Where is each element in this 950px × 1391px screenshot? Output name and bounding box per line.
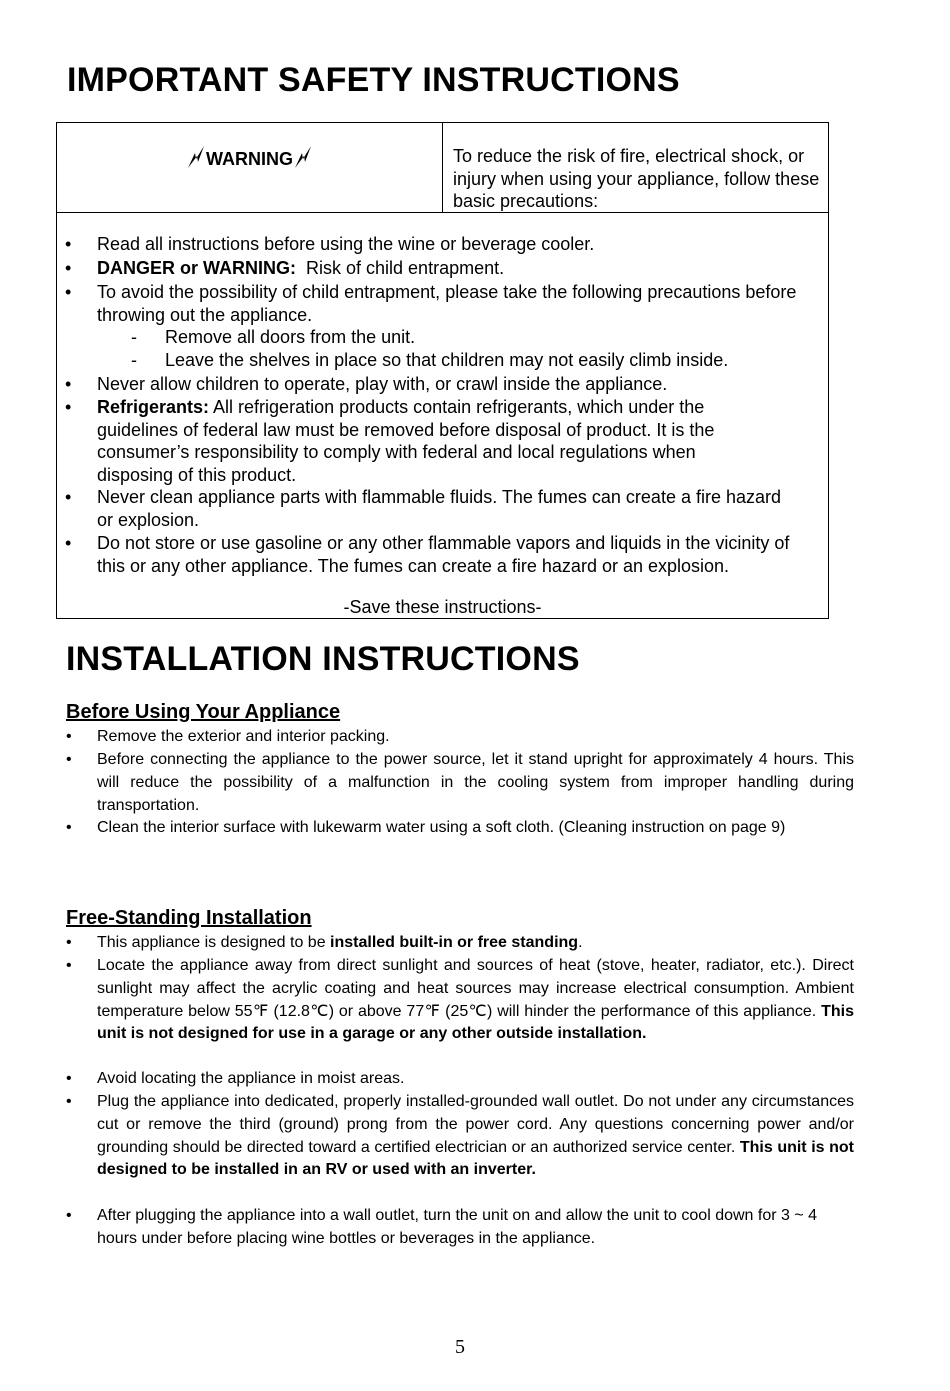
bullet-icon: • bbox=[65, 487, 72, 507]
bullet-icon: • bbox=[65, 282, 72, 302]
refrigerants-label: Refrigerants: bbox=[97, 397, 210, 417]
bullet-icon: • bbox=[66, 819, 72, 836]
bullet-icon: • bbox=[66, 1093, 72, 1110]
list-item: Avoid locating the appliance in moist areas. bbox=[97, 1070, 405, 1087]
list-item: Never allow children to operate, play with, or crawl inside the appliance. bbox=[97, 374, 668, 394]
bullet-icon: • bbox=[66, 957, 72, 974]
before-using-heading: Before Using Your Appliance bbox=[66, 701, 341, 723]
dash-icon: - bbox=[131, 327, 137, 347]
lightning-icon bbox=[186, 145, 206, 174]
list-item bbox=[97, 955, 854, 1046]
free-i1-pre: This appliance is designed to be bbox=[97, 934, 331, 951]
save-note: -Save these instructions- bbox=[343, 597, 542, 617]
refrigerants-text: All refrigeration products contain refrigerants, which under the guidelines of federal law must be removed before disposal of product. It is the consumer’s responsibility to comply with federal and local regulations when disposing of this product. bbox=[97, 397, 715, 485]
lightning-icon bbox=[293, 145, 313, 174]
installation-title: INSTALLATION INSTRUCTIONS bbox=[66, 640, 580, 678]
sub-item: Leave the shelves in place so that children may not easily climb inside. bbox=[165, 350, 729, 370]
bullet-icon: • bbox=[66, 728, 72, 745]
list-item: Read all instructions before using the wine or beverage cooler. bbox=[97, 234, 595, 254]
bullet-icon: • bbox=[66, 751, 72, 768]
bullet-icon: • bbox=[66, 934, 72, 951]
page-number: 5 bbox=[455, 1336, 465, 1358]
dash-icon: - bbox=[131, 350, 137, 370]
bullet-icon: • bbox=[66, 1207, 72, 1224]
free-i4-text: Plug the appliance into dedicated, properly installed-grounded wall outlet. Do not under any circumstances cut or remove the third (ground) prong from the power cord. Any questions concerning power and/or grounding should be directed toward a certified electrician or an authorized service center. bbox=[97, 1093, 854, 1156]
list-item: Never clean appliance parts with flammable fluids. The fumes can create a fire hazard or explosion. bbox=[97, 487, 782, 530]
safety-box bbox=[56, 122, 829, 619]
free-standing-heading: Free-Standing Installation bbox=[66, 907, 312, 929]
list-item: Clean the interior surface with lukewarm water using a soft cloth. (Cleaning instruction on page 9) bbox=[97, 819, 786, 836]
safety-title: IMPORTANT SAFETY INSTRUCTIONS bbox=[67, 61, 680, 99]
warning-cell bbox=[57, 123, 443, 212]
list-item: Remove the exterior and interior packing. bbox=[97, 728, 390, 745]
free-i1-bold: installed built-in or free standing bbox=[330, 934, 579, 951]
list-item bbox=[97, 396, 757, 486]
bullet-icon: • bbox=[65, 397, 72, 417]
danger-text: Risk of child entrapment. bbox=[306, 258, 505, 278]
danger-label: DANGER or WARNING: bbox=[97, 258, 296, 278]
warning-text: To reduce the risk of fire, electrical shock, or injury when using your appliance, follow these basic precautions: bbox=[453, 146, 820, 211]
bullet-icon: • bbox=[66, 1070, 72, 1087]
bullet-icon: • bbox=[65, 234, 72, 254]
list-item bbox=[97, 1091, 854, 1182]
list-item: Before connecting the appliance to the power source, let it stand upright for approximately 4 hours. This will reduce the possibility of a malfunction in the cooling system from improper handling during transportation. bbox=[97, 751, 854, 814]
free-i4-bold: This unit is not designed to be installed in an RV or used with an inverter. bbox=[97, 1138, 854, 1179]
free-i2-bold: This unit is not designed for use in a garage or any other outside installation. bbox=[97, 1002, 854, 1043]
free-i1-post: . bbox=[578, 934, 583, 951]
list-item bbox=[97, 257, 822, 280]
bullet-icon: • bbox=[65, 258, 72, 278]
list-item: After plugging the appliance into a wall outlet, turn the unit on and allow the unit to cool down for 3 ~ 4 hours under before placing wine bottles or beverages in the appliance. bbox=[97, 1207, 818, 1247]
free-i2-text: Locate the appliance away from direct sunlight and sources of heat (stove, heater, radiator, etc.). Direct sunlight may affect the acrylic coating and heat sources may increase electrical consumption. Ambient temperature below 55℉ (12.8℃) or above 77℉ (25℃) will hinder the performance of this appliance. bbox=[97, 957, 854, 1020]
warning-row bbox=[57, 123, 828, 213]
bullet-icon: • bbox=[65, 533, 72, 553]
warning-label: WARNING bbox=[206, 149, 293, 169]
bullet-icon: • bbox=[65, 374, 72, 394]
list-item bbox=[97, 932, 854, 955]
sub-item: Remove all doors from the unit. bbox=[165, 327, 416, 347]
list-item: To avoid the possibility of child entrapment, please take the following precautions before throwing out the appliance. bbox=[97, 282, 797, 325]
list-item: Do not store or use gasoline or any other flammable vapors and liquids in the vicinity of this or any other appliance. The fumes can create a fire hazard or an explosion. bbox=[97, 533, 790, 576]
